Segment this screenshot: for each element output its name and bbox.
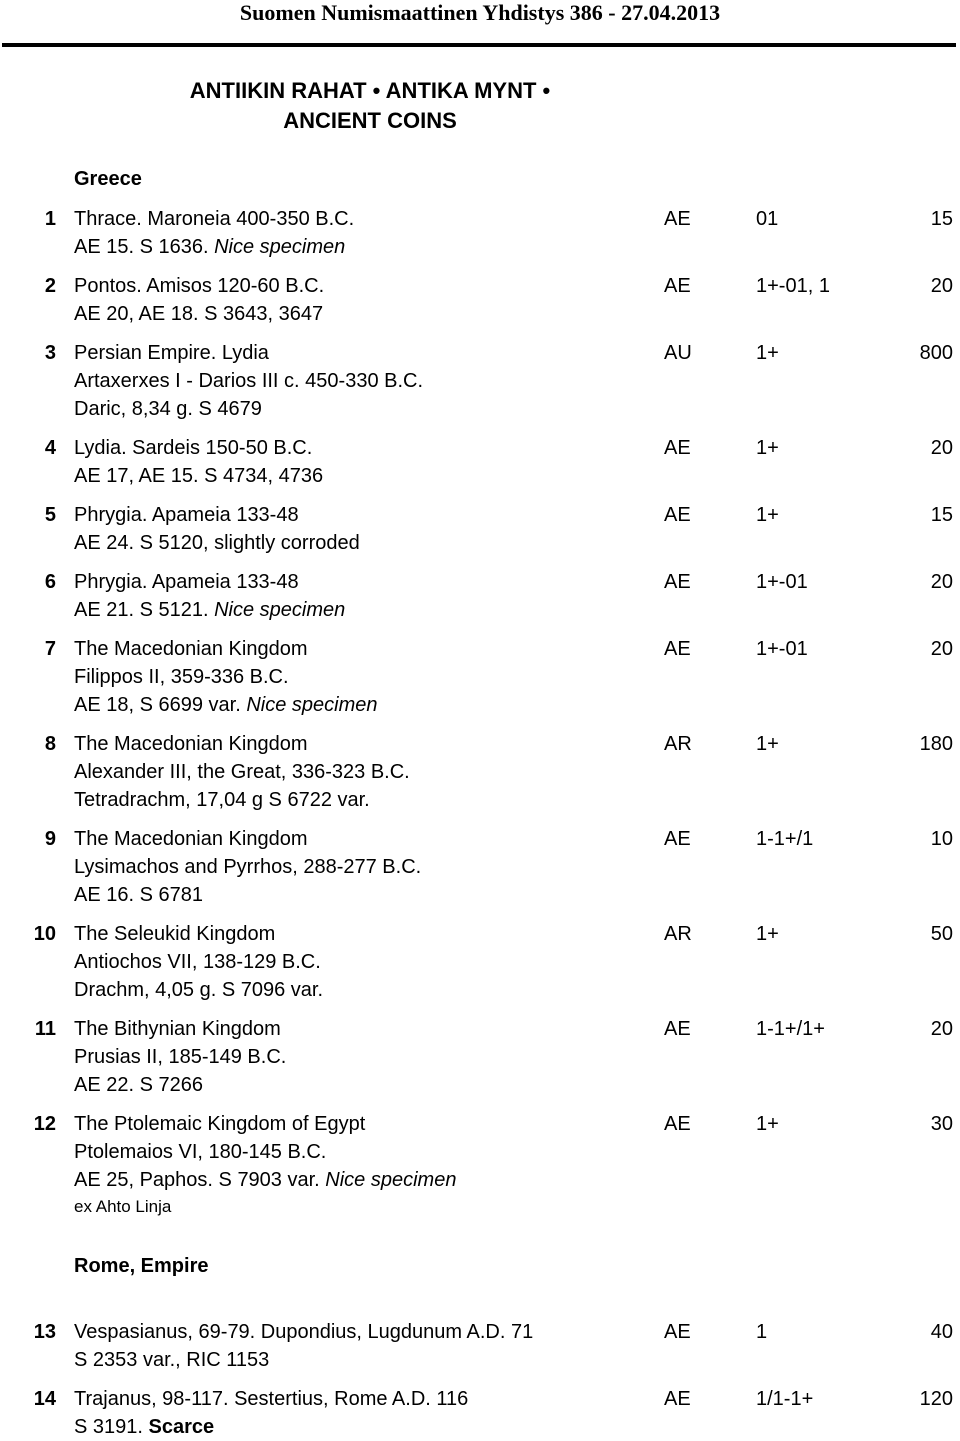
description-line bbox=[74, 1166, 644, 1194]
lot-metal: AE bbox=[664, 504, 691, 526]
description-text: Daric, 8,34 g. S 4679 bbox=[74, 398, 262, 420]
lot-metal: AE bbox=[664, 208, 691, 230]
lot-description bbox=[74, 1110, 644, 1220]
rarity-note: Scarce bbox=[148, 1416, 215, 1438]
description-text: AE 18, S 6699 var. bbox=[74, 694, 247, 716]
lot-number: 9 bbox=[44, 828, 56, 850]
lot-metal: AE bbox=[664, 828, 691, 850]
description-line bbox=[74, 1194, 644, 1220]
page-header: Suomen Numismaattinen Yhdistys 386 - 27.04.2013 bbox=[239, 0, 721, 25]
lot-grade: 1+ bbox=[756, 437, 779, 459]
description-text: AE 25, Paphos. S 7903 var. bbox=[74, 1169, 326, 1191]
lot-price: 180 bbox=[919, 733, 953, 755]
lot-price: 20 bbox=[930, 275, 953, 297]
description-text: Drachm, 4,05 g. S 7096 var. bbox=[74, 979, 324, 1001]
description-line bbox=[74, 501, 644, 529]
description-line bbox=[74, 529, 644, 557]
description-line bbox=[74, 1043, 644, 1071]
lot-description bbox=[74, 272, 644, 328]
description-text: Vespasianus, 69-79. Dupondius, Lugdunum A.D. 71 bbox=[74, 1321, 534, 1343]
lot-number: 14 bbox=[33, 1388, 56, 1410]
lot-price: 20 bbox=[930, 1018, 953, 1040]
lot-grade: 1+ bbox=[756, 504, 779, 526]
lot-grade: 1 bbox=[756, 1321, 768, 1343]
description-text: Thrace. Maroneia 400-350 B.C. bbox=[74, 208, 355, 230]
lot-metal: AE bbox=[664, 1018, 691, 1040]
description-text: Lysimachos and Pyrrhos, 288-277 B.C. bbox=[74, 856, 422, 878]
lot-description bbox=[74, 920, 644, 1004]
lot-grade: 1+ bbox=[756, 923, 779, 945]
lot-description bbox=[74, 205, 644, 261]
description-text: S 2353 var., RIC 1153 bbox=[74, 1349, 270, 1371]
lot-metal: AE bbox=[664, 1388, 691, 1410]
description-text: Phrygia. Apameia 133-48 bbox=[74, 504, 299, 526]
description-text: The Macedonian Kingdom bbox=[74, 638, 308, 660]
description-text: The Macedonian Kingdom bbox=[74, 828, 308, 850]
lot-metal: AE bbox=[664, 275, 691, 297]
description-line bbox=[74, 758, 644, 786]
lot-metal: AR bbox=[664, 923, 692, 945]
condition-note: Nice specimen bbox=[246, 694, 378, 716]
description-text: AE 17, AE 15. S 4734, 4736 bbox=[74, 465, 324, 487]
description-line bbox=[74, 1318, 644, 1346]
description-text: S 3191. bbox=[74, 1416, 149, 1438]
description-line bbox=[74, 300, 644, 328]
title-line-1: ANTIIKIN RAHAT • ANTIKA MYNT • bbox=[189, 78, 551, 103]
lot-grade: 1+-01, 1 bbox=[756, 275, 830, 297]
description-line bbox=[74, 786, 644, 814]
lot-price: 20 bbox=[930, 571, 953, 593]
description-line bbox=[74, 730, 644, 758]
lot-metal: AE bbox=[664, 1321, 691, 1343]
description-line bbox=[74, 691, 644, 719]
lot-grade: 1+-01 bbox=[756, 571, 808, 593]
description-text: Lydia. Sardeis 150-50 B.C. bbox=[74, 437, 313, 459]
lot-metal: AE bbox=[664, 571, 691, 593]
lot-grade: 1-1+/1 bbox=[756, 828, 814, 850]
description-line bbox=[74, 663, 644, 691]
lot-number: 13 bbox=[33, 1321, 56, 1343]
lot-description bbox=[74, 1385, 644, 1441]
lot-number: 8 bbox=[44, 733, 56, 755]
lot-price: 30 bbox=[930, 1113, 953, 1135]
description-line bbox=[74, 339, 644, 367]
description-line bbox=[74, 367, 644, 395]
description-line bbox=[74, 853, 644, 881]
catalogue-title bbox=[150, 76, 590, 136]
description-line bbox=[74, 205, 644, 233]
lot-metal: AE bbox=[664, 437, 691, 459]
description-line bbox=[74, 1413, 644, 1441]
lot-number: 10 bbox=[33, 923, 56, 945]
description-line bbox=[74, 1138, 644, 1166]
lot-price: 15 bbox=[930, 208, 953, 230]
description-line bbox=[74, 881, 644, 909]
description-text: The Seleukid Kingdom bbox=[74, 923, 276, 945]
lot-metal: AR bbox=[664, 733, 692, 755]
lot-grade: 1+ bbox=[756, 342, 779, 364]
lot-grade: 1+ bbox=[756, 733, 779, 755]
lot-description bbox=[74, 635, 644, 719]
description-text: AE 20, AE 18. S 3643, 3647 bbox=[74, 303, 324, 325]
lot-description bbox=[74, 1318, 644, 1374]
description-line bbox=[74, 948, 644, 976]
description-text: Artaxerxes I - Darios III c. 450-330 B.C. bbox=[74, 370, 424, 392]
lot-grade: 1+-01 bbox=[756, 638, 808, 660]
lot-grade: 1/1-1+ bbox=[756, 1388, 814, 1410]
header-divider bbox=[2, 43, 956, 47]
lot-description bbox=[74, 1015, 644, 1099]
description-line bbox=[74, 596, 644, 624]
lot-number: 1 bbox=[44, 208, 56, 230]
lot-description bbox=[74, 501, 644, 557]
title-line-2: ANCIENT COINS bbox=[283, 108, 457, 133]
lot-number: 4 bbox=[44, 437, 56, 459]
lot-number: 7 bbox=[44, 638, 56, 660]
description-text: Prusias II, 185-149 B.C. bbox=[74, 1046, 287, 1068]
description-text: The Macedonian Kingdom bbox=[74, 733, 308, 755]
lot-price: 20 bbox=[930, 437, 953, 459]
description-line bbox=[74, 920, 644, 948]
description-text: Pontos. Amisos 120-60 B.C. bbox=[74, 275, 325, 297]
condition-note: Nice specimen bbox=[214, 599, 346, 621]
description-text: Ptolemaios VI, 180-145 B.C. bbox=[74, 1141, 327, 1163]
lot-number: 12 bbox=[33, 1113, 56, 1135]
lot-price: 800 bbox=[919, 342, 953, 364]
lot-price: 120 bbox=[919, 1388, 953, 1410]
lot-number: 5 bbox=[44, 504, 56, 526]
description-line bbox=[74, 233, 644, 261]
lot-grade: 1-1+/1+ bbox=[756, 1018, 825, 1040]
description-line bbox=[74, 1071, 644, 1099]
description-text: AE 21. S 5121. bbox=[74, 599, 215, 621]
lot-description bbox=[74, 339, 644, 423]
lot-price: 15 bbox=[930, 504, 953, 526]
description-text: ex Ahto Linja bbox=[74, 1197, 172, 1216]
description-text: Antiochos VII, 138-129 B.C. bbox=[74, 951, 321, 973]
description-text: AE 15. S 1636. bbox=[74, 236, 215, 258]
lot-number: 2 bbox=[44, 275, 56, 297]
condition-note: Nice specimen bbox=[214, 236, 346, 258]
lot-price: 10 bbox=[930, 828, 953, 850]
description-text: Trajanus, 98-117. Sestertius, Rome A.D. 116 bbox=[74, 1388, 469, 1410]
description-line bbox=[74, 825, 644, 853]
lot-number: 3 bbox=[44, 342, 56, 364]
description-text: Tetradrachm, 17,04 g S 6722 var. bbox=[74, 789, 370, 811]
section-heading-rome-empire: Rome, Empire bbox=[74, 1255, 209, 1277]
lot-price: 50 bbox=[930, 923, 953, 945]
description-text: AE 16. S 6781 bbox=[74, 884, 203, 906]
description-line bbox=[74, 1110, 644, 1138]
condition-note: Nice specimen bbox=[325, 1169, 457, 1191]
section-heading-greece: Greece bbox=[74, 168, 142, 190]
lot-description bbox=[74, 730, 644, 814]
description-line bbox=[74, 434, 644, 462]
description-text: AE 24. S 5120, slightly corroded bbox=[74, 532, 360, 554]
lot-description bbox=[74, 568, 644, 624]
description-text: Persian Empire. Lydia bbox=[74, 342, 269, 364]
lot-price: 40 bbox=[930, 1321, 953, 1343]
lot-grade: 1+ bbox=[756, 1113, 779, 1135]
description-line bbox=[74, 1346, 644, 1374]
description-text: Phrygia. Apameia 133-48 bbox=[74, 571, 299, 593]
lot-grade: 01 bbox=[756, 208, 779, 230]
description-line bbox=[74, 1385, 644, 1413]
description-text: The Ptolemaic Kingdom of Egypt bbox=[74, 1113, 366, 1135]
description-line bbox=[74, 568, 644, 596]
description-text: Filippos II, 359-336 B.C. bbox=[74, 666, 289, 688]
description-line bbox=[74, 635, 644, 663]
lot-metal: AE bbox=[664, 638, 691, 660]
description-text: The Bithynian Kingdom bbox=[74, 1018, 281, 1040]
description-line bbox=[74, 272, 644, 300]
description-line bbox=[74, 462, 644, 490]
lot-number: 6 bbox=[44, 571, 56, 593]
lot-number: 11 bbox=[34, 1018, 56, 1040]
lot-description bbox=[74, 434, 644, 490]
description-line bbox=[74, 976, 644, 1004]
description-text: Alexander III, the Great, 336-323 B.C. bbox=[74, 761, 410, 783]
lot-metal: AU bbox=[664, 342, 692, 364]
description-text: AE 22. S 7266 bbox=[74, 1074, 203, 1096]
lot-metal: AE bbox=[664, 1113, 691, 1135]
description-line bbox=[74, 1015, 644, 1043]
lot-price: 20 bbox=[930, 638, 953, 660]
lot-description bbox=[74, 825, 644, 909]
description-line bbox=[74, 395, 644, 423]
